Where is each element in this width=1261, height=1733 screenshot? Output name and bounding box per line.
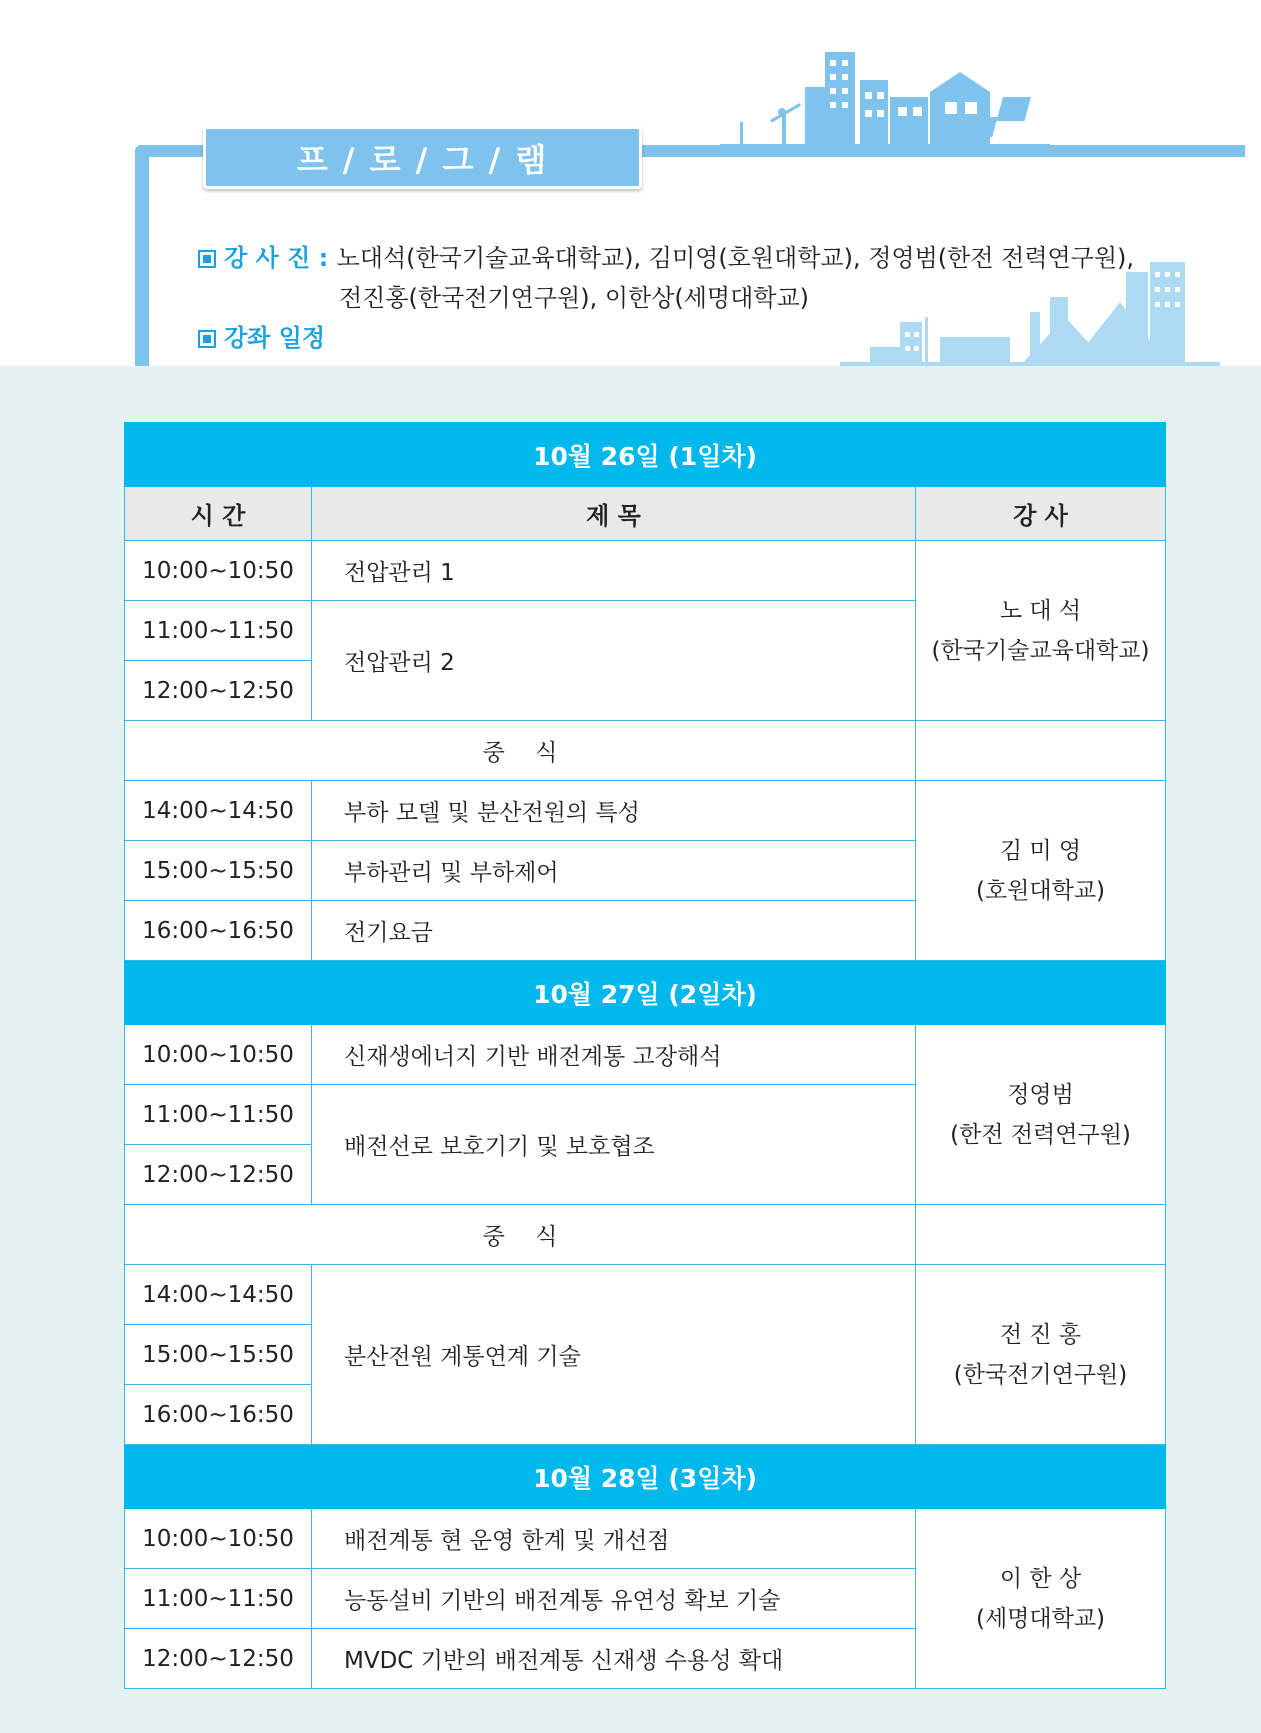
lecturer-org: (세명대학교) — [975, 1605, 1106, 1632]
lecturer-name: 김 미 영 — [999, 837, 1082, 864]
lunch-row — [125, 1205, 1166, 1265]
header-time: 시 간 — [125, 487, 312, 541]
title-cell: 신재생에너지 기반 배전계통 고장해석 — [312, 1025, 916, 1085]
lunch-cell: 중 식 — [125, 721, 916, 781]
time-cell: 10:00~10:50 — [125, 1025, 312, 1085]
title-cell: 부하 모델 및 분산전원의 특성 — [312, 781, 916, 841]
time-cell: 15:00~15:50 — [125, 841, 312, 901]
lecturer-cell — [916, 1265, 1166, 1445]
title-cell: 전압관리 1 — [312, 541, 916, 601]
time-cell: 11:00~11:50 — [125, 601, 312, 661]
header-title: 제 목 — [312, 487, 916, 541]
schedule-line — [198, 318, 325, 353]
lecturers-label: 강 사 진 — [224, 244, 311, 272]
day-2-label: 10월 27일 (2일차) — [125, 961, 1166, 1025]
day-3-label: 10월 28일 (3일차) — [125, 1445, 1166, 1509]
lecturer-org: (한전 전력연구원) — [950, 1121, 1131, 1148]
time-cell: 12:00~12:50 — [125, 1145, 312, 1205]
title-cell: 분산전원 계통연계 기술 — [312, 1265, 916, 1445]
lecturers-line-2: 전진홍(한국전기연구원), 이한상(세명대학교) — [339, 284, 810, 312]
time-cell: 10:00~10:50 — [125, 1509, 312, 1569]
title-cell: 배전계통 현 운영 한계 및 개선점 — [312, 1509, 916, 1569]
time-cell: 14:00~14:50 — [125, 781, 312, 841]
column-header-row — [125, 487, 1166, 541]
lecturer-org: (호원대학교) — [975, 877, 1106, 904]
lunch-row — [125, 721, 1166, 781]
lecturer-cell — [916, 781, 1166, 961]
lecturers-line: 강 사 진 : 노대석(한국기술교육대학교), 김미영(호원대학교), 정영범(한전 전력연구원), — [198, 238, 1134, 273]
lecturer-org: (한국전기연구원) — [953, 1361, 1128, 1388]
lunch-cell: 중 식 — [125, 1205, 916, 1265]
day-2-header-row — [125, 961, 1166, 1025]
time-cell: 15:00~15:50 — [125, 1325, 312, 1385]
title-cell: 배전선로 보호기기 및 보호협조 — [312, 1085, 916, 1205]
schedule-table — [124, 422, 1166, 1689]
time-cell: 16:00~16:50 — [125, 901, 312, 961]
lecturers-list-1: 노대석(한국기술교육대학교), 김미영(호원대학교), 정영범(한전 전력연구원), — [336, 244, 1135, 272]
square-bullet-icon — [198, 250, 216, 268]
factory-illustration — [840, 262, 1220, 366]
lecturer-name: 전 진 홍 — [999, 1321, 1082, 1348]
time-cell: 11:00~11:50 — [125, 1085, 312, 1145]
city-skyline-illustration — [720, 52, 1050, 150]
table-row — [125, 781, 1166, 841]
square-bullet-icon — [198, 330, 216, 348]
time-cell: 14:00~14:50 — [125, 1265, 312, 1325]
lecturer-cell — [916, 541, 1166, 721]
title-cell: 전기요금 — [312, 901, 916, 961]
lecturer-name: 이 한 상 — [999, 1565, 1082, 1592]
lecturer-cell — [916, 1025, 1166, 1205]
title-cell: 능동설비 기반의 배전계통 유연성 확보 기술 — [312, 1569, 916, 1629]
frame-line-vertical — [135, 145, 149, 366]
day-1-header-row — [125, 423, 1166, 487]
header-lecturer: 강 사 — [916, 487, 1166, 541]
schedule-label: 강좌 일정 — [224, 324, 326, 352]
empty-cell — [916, 1205, 1166, 1265]
time-cell: 11:00~11:50 — [125, 1569, 312, 1629]
lecturer-name: 노 대 석 — [999, 597, 1082, 624]
title-cell: 부하관리 및 부하제어 — [312, 841, 916, 901]
table-row — [125, 1509, 1166, 1569]
time-cell: 10:00~10:50 — [125, 541, 312, 601]
day-1-label: 10월 26일 (1일차) — [125, 423, 1166, 487]
title-cell: MVDC 기반의 배전계통 신재생 수용성 확대 — [312, 1629, 916, 1689]
empty-cell — [916, 721, 1166, 781]
time-cell: 16:00~16:50 — [125, 1385, 312, 1445]
table-row — [125, 541, 1166, 601]
header-area — [0, 0, 1261, 366]
time-cell: 12:00~12:50 — [125, 1629, 312, 1689]
lecturer-name: 정영범 — [1007, 1081, 1074, 1108]
program-title-tab: 프 / 로 / 그 / 램 — [203, 126, 642, 189]
time-cell: 12:00~12:50 — [125, 661, 312, 721]
lecturer-org: (한국기술교육대학교) — [931, 637, 1150, 664]
table-row — [125, 1025, 1166, 1085]
table-row — [125, 1265, 1166, 1325]
day-3-header-row — [125, 1445, 1166, 1509]
title-cell: 전압관리 2 — [312, 601, 916, 721]
lecturer-cell — [916, 1509, 1166, 1689]
